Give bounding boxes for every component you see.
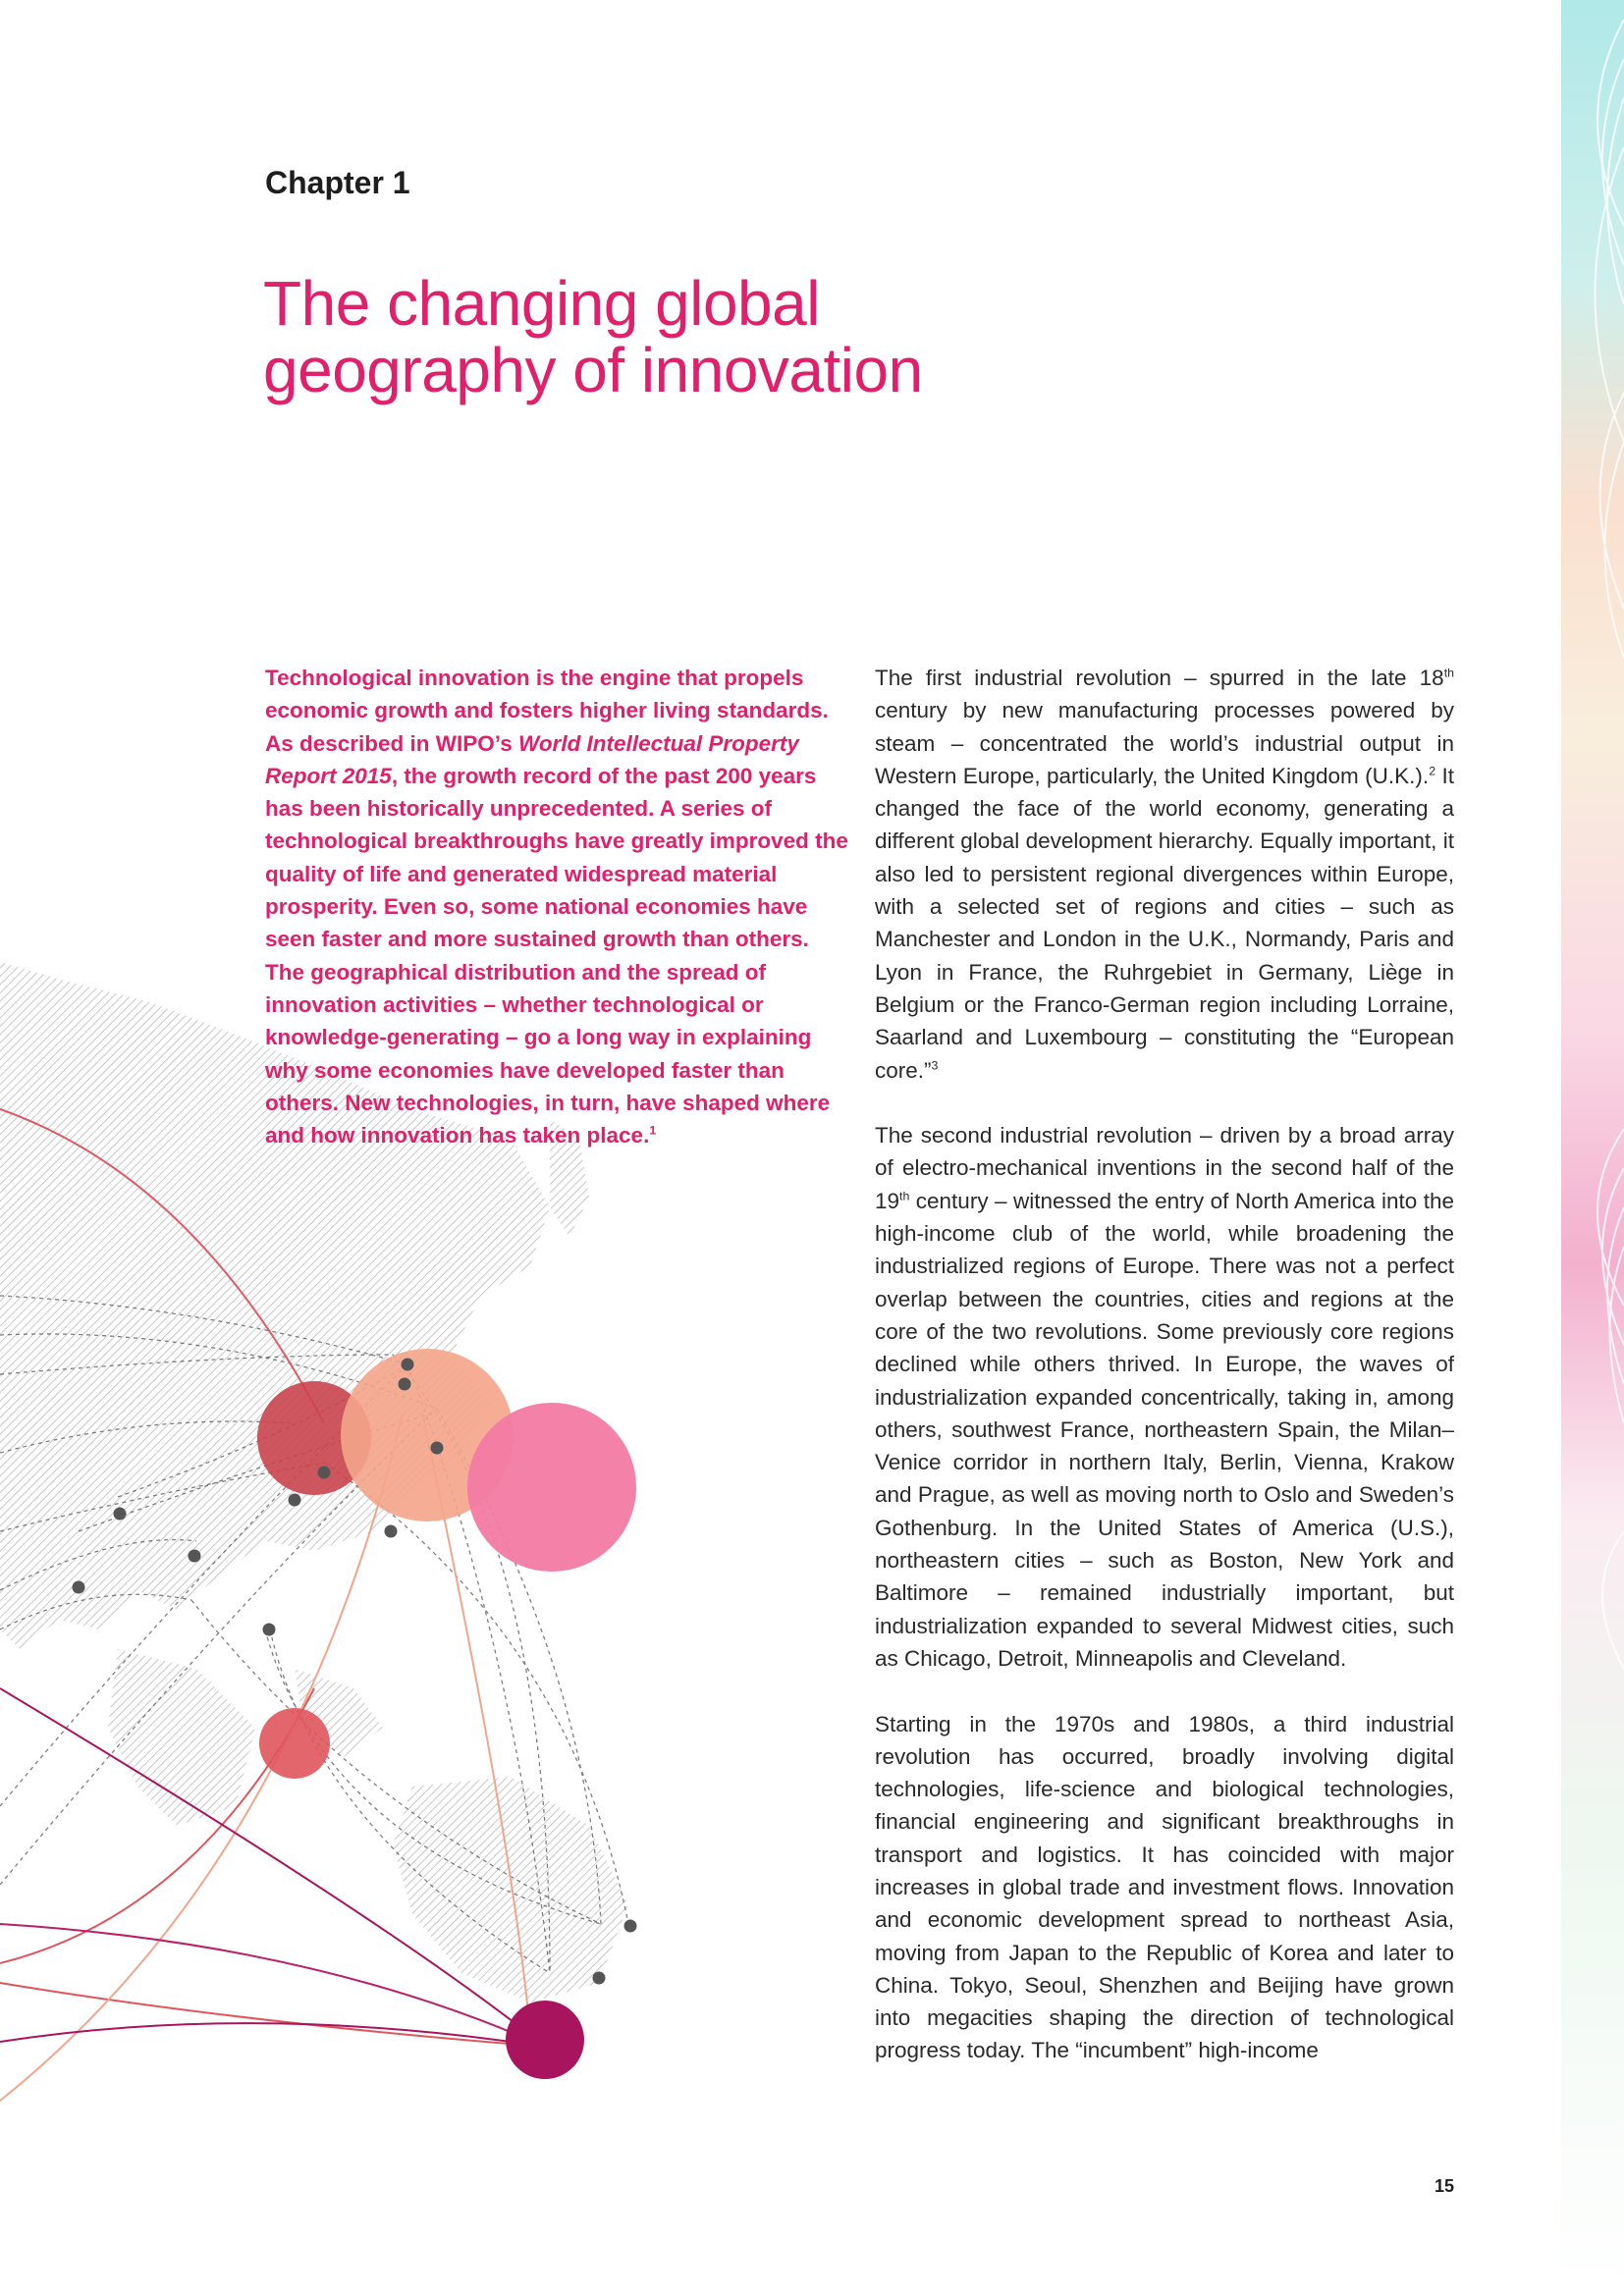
body-text-column xyxy=(875,662,1454,2100)
intro-text-part2: , the growth record of the past 200 years has been historically unprecedented. A series of technological breakthroughs have greatly improved the quality of life and generated widespread material prosperity. Even so, some national economies have seen faster and more sustained growth than others. The geographical distribution and the spread of innovation activities – whether technological or knowledge-generating – go a long way in explaining why some economies have developed faster than others. New technologies, in turn, have shaped where and how innovation has taken place. xyxy=(265,763,848,1148)
bubble-coral xyxy=(259,1708,330,1779)
body-p1-text-c: It changed the face of the world economy, generating a different global development hierarchy. Equally important, it also led to persistent regional divergences within Europe, with a selected set of regions and cities – such as Manchester and London in the U.K., Normandy, Paris and Lyon in France, the Ruhrgebiet in Germany, Liège in Belgium or the Franco-German region including Lorraine, Saarland and Luxembourg – constituting the “European core.” xyxy=(875,763,1454,1083)
title-line-1: The changing global xyxy=(263,268,820,339)
footnote-ref-1: 1 xyxy=(649,1123,657,1138)
page-number: 15 xyxy=(1435,2176,1455,2196)
title-line-2: geography of innovation xyxy=(263,335,923,405)
body-paragraph-1 xyxy=(875,662,1454,1087)
intro-text-part1: Technological innovation is the engine that propels economic growth and fosters higher living standards. As described in WIPO’s xyxy=(265,666,829,756)
body-p2-text-b: century – witnessed the entry of North America into the high-income club of the world, while broadening the industrialized regions of Europe. There was not a perfect overlap between the countries, cities and regions at the core of the two revolutions. Some previously core regions declined while others thrived. In Europe, the waves of industrialization expanded concentrically, taking in, among others, southwest France, northeastern Spain, the Milan–Venice corridor in northern Italy, Berlin, Vienna, Krakow and Prague, as well as moving north to Oslo and Sweden’s Gothenburg. In the United States of America (U.S.), northeastern cities – such as Boston, New York and Baltimore – remained industrially important, but industrialization expanded to several Midwest cities, such as Chicago, Detroit, Minneapolis and Cleveland. xyxy=(875,1188,1454,1671)
page-title xyxy=(263,270,1147,403)
body-paragraph-2 xyxy=(875,1119,1454,1675)
body-p1-text-b: century by new manufacturing processes powered by steam – concentrated the world’s industrial output in Western Europe, particularly, the United Kingdom (U.K.). xyxy=(875,698,1454,788)
footnote-ref-3: 3 xyxy=(931,1058,939,1073)
map-landmass-australia xyxy=(393,1777,628,2002)
ordinal-suffix: th xyxy=(899,1189,910,1203)
footnote-ref-2: 2 xyxy=(1429,764,1436,778)
intro-paragraph xyxy=(265,662,854,1151)
body-paragraph-3: Starting in the 1970s and 1980s, a third industrial revolution has occurred, broadly involving digital technologies, life-science and biological technologies, financial engineering and significant breakthroughs in transport and logistics. It has coincided with major increases in global trade and investment flows. Innovation and economic development spread to northeast Asia, moving from Japan to the Republic of Korea and later to China. Tokyo, Seoul, Shenzhen and Beijing have grown into megacities shaping the direction of technological progress today. The “incumbent” high-income xyxy=(875,1711,1454,2063)
body-p2-text-a: The second industrial revolution – driven by a broad array of electro-mechanical inventions in the second half of the 19 xyxy=(875,1123,1454,1213)
ordinal-suffix: th xyxy=(1443,666,1454,680)
body-p1-text-a: The first industrial revolution – spurred in the late 18 xyxy=(875,666,1444,690)
bubble-magenta xyxy=(506,2001,584,2079)
edge-wave-decoration xyxy=(1561,0,1624,2296)
bubble-pink xyxy=(467,1403,636,1572)
intro-report-title: World Intellectual Property Report 2015 xyxy=(265,730,799,788)
chapter-label: Chapter 1 xyxy=(265,165,410,200)
